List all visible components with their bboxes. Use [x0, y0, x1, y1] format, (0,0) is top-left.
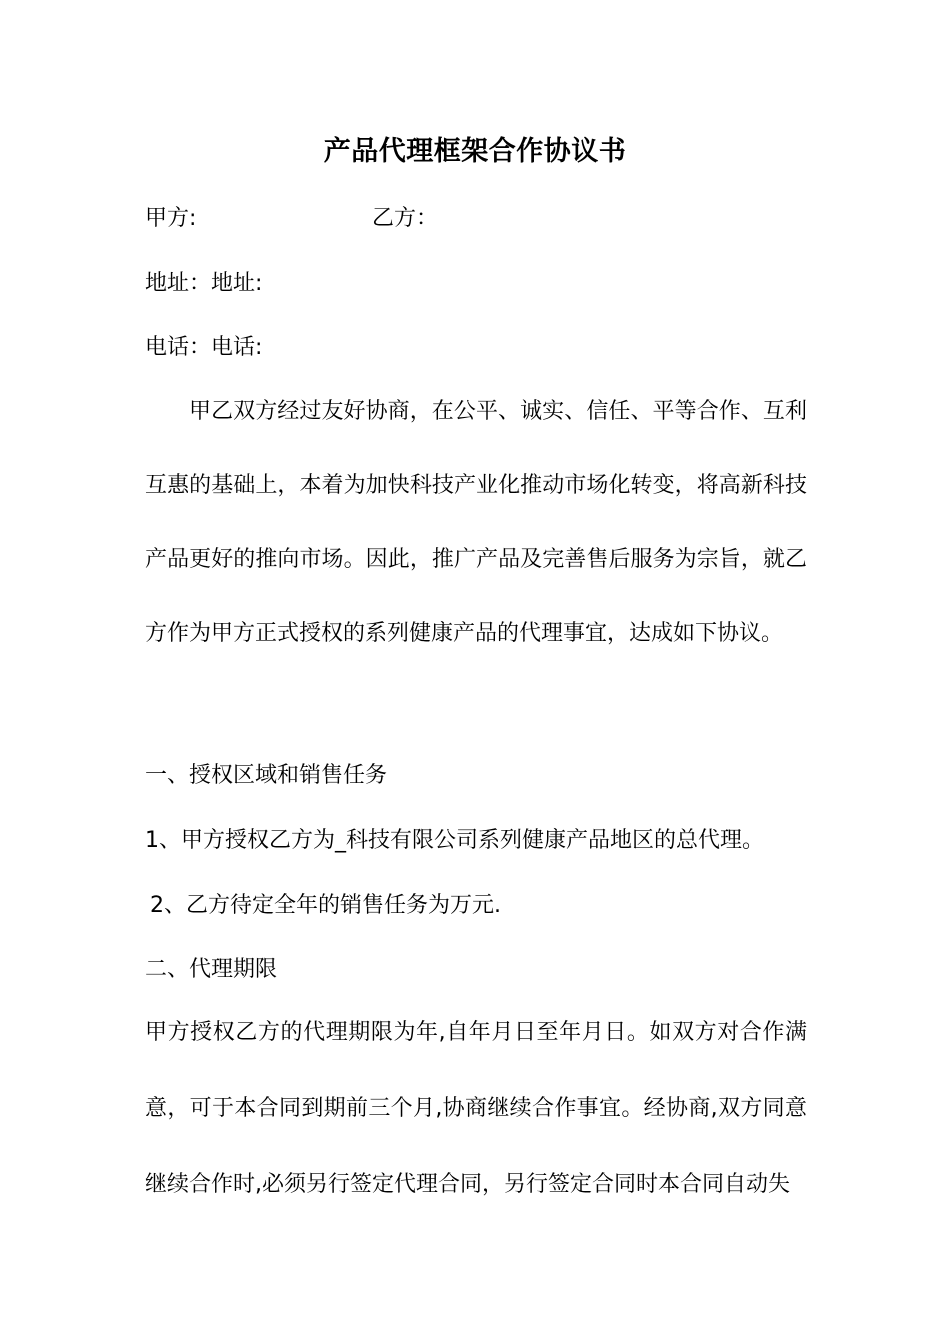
address-line: 地址：地址: — [145, 271, 263, 296]
intro-paragraph: 甲乙双方经过友好协商，在公平、诚实、信任、平等合作、互利互惠的基础上，本着为加快科技产业化推动市场化转变，将高新科技产品更好的推向市场。因此，推广产品及完善售后服务为宗旨，就乙方作为甲方正式授权的系列健康产品的代理事宜，达成如下协议。 — [145, 399, 807, 646]
section-2-heading: 二、代理期限 — [145, 957, 278, 982]
party-a-label: 甲方: — [145, 206, 197, 231]
phone-line: 电话：电话: — [145, 335, 263, 360]
section-2-paragraph: 甲方授权乙方的代理期限为年,自年月日至年月日。如双方对合作满意，可于本合同到期前三个月,协商继续合作事宜。经协商,双方同意继续合作时,必须另行签定代理合同，另行签定合同时本合同自动失 — [145, 1020, 807, 1197]
section-1-item-1: 1、甲方授权乙方为_科技有限公司系列健康产品地区的总代理。 — [145, 828, 764, 853]
document-title: 产品代理框架合作协议书 — [323, 136, 627, 167]
section-1-heading: 一、授权区域和销售任务 — [145, 763, 388, 788]
party-b-label: 乙方： — [372, 206, 439, 231]
section-1-item-2: 2、乙方待定全年的销售任务为万元. — [150, 893, 501, 918]
